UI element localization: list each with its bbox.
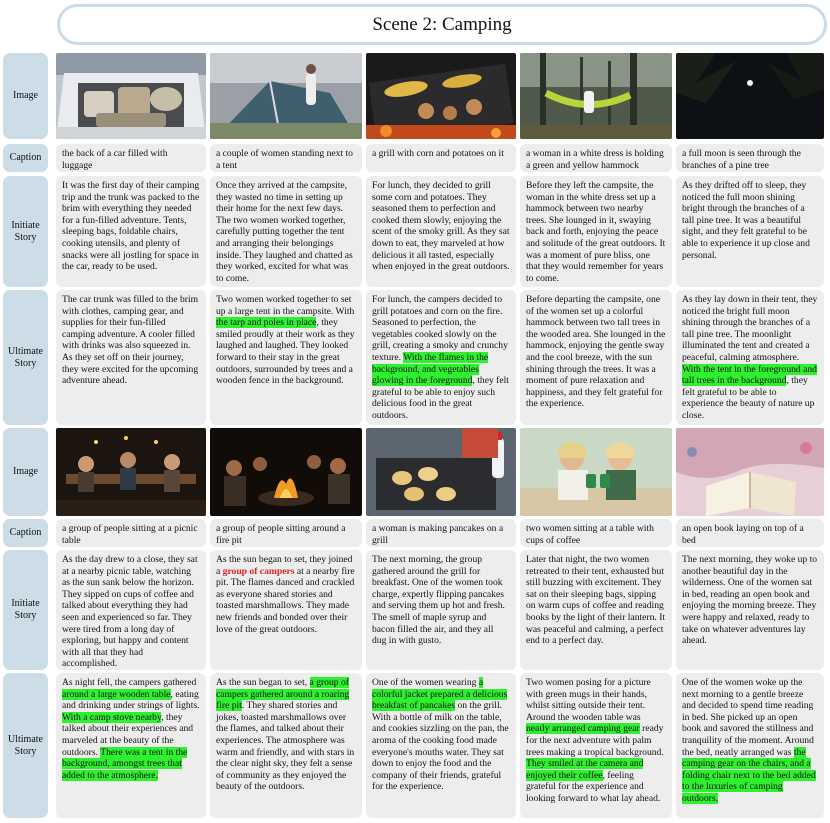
caption-text: a grill with corn and potatoes on it <box>366 144 516 172</box>
caption-text: an open book laying on top of a bed <box>676 519 824 547</box>
caption-text: a couple of women standing next to a tent <box>210 144 362 172</box>
flagged-phrase: group of campers <box>222 565 295 577</box>
ultimate-story-text: Two women posing for a picture with green mugs in their hands, whilst sitting outside their tent. Around the wooden table was neatly arranged camping gear ready for the next adventure with palm trees making a tropical background. They smiled at the camera and enjoyed their coffee, feeling grateful for the experience and looking forward to what lay ahead. <box>520 673 672 818</box>
ultimate-story-text: For lunch, the campers decided to grill potatoes and corn on the fire. Seasoned to perfection, the vegetables cooked slowly on the grill, creating a smoky and crunchy texture. With the flames in the background, and vegetables glowing in the foreground, they felt grateful to be able to enjoy such delicious food in the great outdoors. <box>366 290 516 425</box>
caption-text: the back of a car filled with luggage <box>56 144 206 172</box>
initiate-story-text: The next morning, the group gathered around the grill for breakfast. One of the women took charge, expertly flipping pancakes and serving them up hot and fresh. The smell of maple syrup and bacon filled the air, and they all dug in with gusto. <box>366 550 516 670</box>
ultimate-story-text: Two women worked together to set up a large tent in the campsite. With the tarp and poles in place, they smiled proudly at their work as they laughed and laughed. They looked forward to their stay in the great outdoors, surrounded by trees and a wooden fence in the background. <box>210 290 362 425</box>
ultimate-story-text: Before departing the campsite, one of the women set up a colorful hammock between two tall trees in the wooded area. She lounged in the hammock, enjoying the gentle sway and the cool breeze, with the sun shining through the trees. It was a moment of pure relaxation and happiness, and they felt grateful for the experience. <box>520 290 672 425</box>
initiate-story-text: Once they arrived at the campsite, they wasted no time in setting up their home for the next few days. The two women worked together, carefully putting together the tent and arranging their belongings inside. They laughed and chatted as they worked, excited for what was to come. <box>210 176 362 287</box>
caption-text: a group of people sitting around a fire pit <box>210 519 362 547</box>
initiate-story-text: Later that night, the two women retreated to their tent, exhausted but still buzzing with excitement. They sat on their sleeping bags, sipping on warm cups of coffee and reading books by the light of their lantern. It was peaceful and calming, a perfect end to a perfect day. <box>520 550 672 670</box>
initiate-story-text: The next morning, they woke up to another beautiful day in the wilderness. One of the women sat in bed, reading an open book and enjoying the morning breeze. They were happy and relaxed, ready to take on whatever adventures lay ahead. <box>676 550 824 670</box>
photo-moon-pine-tree <box>676 53 824 139</box>
initiate-story-text: As the day drew to a close, they sat at a nearby picnic table, watching as the sun sank below the horizon. They sipped on cups of coffee and talked about everything they had seen and experienced so far. They were tired from a long day of exploring, but happy and content with all that they had accomplished. <box>56 550 206 670</box>
caption-text: a woman is making pancakes on a grill <box>366 519 516 547</box>
row-label-image: Image <box>3 53 48 139</box>
initiate-story-text: As they drifted off to sleep, they noticed the full moon shining bright through the branches of a tall pine tree. It was a beautiful sight, and they felt grateful to be able to experience it up close and personal. <box>676 176 824 287</box>
photo-hammock-woods <box>520 53 672 139</box>
highlighted-phrase: With the tent in the foreground and tall trees in the background <box>682 363 817 387</box>
row-label-initiate-story: Initiate Story <box>3 176 48 287</box>
highlighted-phrase: With the flames in the background, and vegetables glowing in the foreground <box>372 351 489 387</box>
highlighted-phrase: a colorful jacket prepared a delicious breakfast of pancakes <box>372 677 508 712</box>
row-label-initiate-story: Initiate Story <box>3 550 48 670</box>
photo-grill-corn-potatoes <box>366 53 516 139</box>
row-label-ultimate-story: Ultimate Story <box>3 673 48 818</box>
highlighted-phrase: the camping gear on the chairs, and a folding chair next to the bed added to the luxuries of camping outdoors. <box>682 746 816 804</box>
ultimate-story-text: The car trunk was filled to the brim with clothes, camping gear, and supplies for their fun-filled camping adventure. A cooler filled with drinks was also squeezed in. As they set off on their journey, they were excited for the upcoming adventure ahead. <box>56 290 206 425</box>
ultimate-story-text: One of the women wearing a colorful jacket prepared a delicious breakfast of pancakes on the grill. With a bottle of milk on the table, and cookies sizzling on the pan, the aroma of the cooking food made everyone's mouths water. They sat down to enjoy the food and the company of their friends, grateful for the experience. <box>366 673 516 818</box>
highlighted-phrase: a group of campers gathered around a roaring fire pit <box>216 677 350 712</box>
photo-open-book-bed <box>676 428 824 516</box>
highlighted-phrase: With a camp stove nearby <box>62 711 162 723</box>
ultimate-story-text: One of the women woke up the next morning to a gentle breeze and decided to spend time reading in bed. She picked up an open book and savored the stillness and tranquility of the moment. Around the bed, neatly arranged was the camping gear on the chairs, and a folding chair next to the bed added to the luxuries of camping outdoors. <box>676 673 824 818</box>
row-label-caption: Caption <box>3 144 48 172</box>
ultimate-story-text: As they lay down in their tent, they noticed the bright full moon shining through the branches of a tall pine tree. The moonlight illuminated the tent and created a peaceful, calming atmosphere. With the tent in the foreground and tall trees in the background, they felt grateful to be able to experience the beauty of nature up close. <box>676 290 824 425</box>
photo-women-tent <box>210 53 362 139</box>
ultimate-story-text: As the sun began to set, a group of campers gathered around a roaring fire pit. They shared stories and jokes, toasted marshmallows over the flames, and talked about their experiences. The atmosphere was warm and friendly, and with stars in the clear night sky, they felt a sense of community as they enjoyed the beauty of the outdoors. <box>210 673 362 818</box>
highlighted-phrase: around a large wooden table <box>62 688 171 700</box>
caption-text: a group of people sitting at a picnic table <box>56 519 206 547</box>
caption-text: two women sitting at a table with cups of coffee <box>520 519 672 547</box>
photo-pancakes-grill <box>366 428 516 516</box>
highlighted-phrase: neatly arranged camping gear <box>526 723 640 735</box>
highlighted-phrase: the tarp and poles in place <box>216 317 317 329</box>
highlighted-phrase: They smiled at the camera and enjoyed their coffee <box>526 758 644 781</box>
photo-picnic-table-night <box>56 428 206 516</box>
initiate-story-text: For lunch, they decided to grill some corn and potatoes. They seasoned them to perfection and cooked them slowly, enjoying the scent of the smoky grill. As they sat down to eat, they marveled at how delicious it all tasted, especially when enjoyed in the great outdoors. <box>366 176 516 287</box>
initiate-story-text: Before they left the campsite, the woman in the white dress set up a hammock between two nearby trees. She lounged in it, swaying back and forth, enjoying the peace and solitude of the great outdoors. It was a moment of pure bliss, one that they would remember for years to come. <box>520 176 672 287</box>
row-label-caption: Caption <box>3 519 48 547</box>
photo-car-trunk-luggage <box>56 53 206 139</box>
ultimate-story-text: As night fell, the campers gathered around a large wooden table, eating and drinking under strings of lights. With a camp stove nearby, they talked about their experiences and marveled at the beauty of the outdoors. There was a tent in the background, amongst trees that added to the atmosphere. <box>56 673 206 818</box>
row-label-ultimate-story: Ultimate Story <box>3 290 48 425</box>
initiate-story-text: It was the first day of their camping trip and the trunk was packed to the brim with everything they needed for a fun-filled adventure. Tents, sleeping bags, foldable chairs, cooking utensils, and plenty of snacks were all jostling for space in the car, ready to be used. <box>56 176 206 287</box>
photo-women-coffee-mugs <box>520 428 672 516</box>
row-label-image: Image <box>3 428 48 516</box>
initiate-story-text: As the sun began to set, they joined a group of campers at a nearby fire pit. The flames danced and crackled as everyone shared stories and toasted marshmallows. They made new friends and bonded over their love of the great outdoors. <box>210 550 362 670</box>
photo-fire-pit-group <box>210 428 362 516</box>
caption-text: a full moon is seen through the branches of a pine tree <box>676 144 824 172</box>
scene-title: Scene 2: Camping <box>57 4 827 45</box>
highlighted-phrase: There was a tent in the background, amongst trees that added to the atmosphere. <box>62 746 188 781</box>
caption-text: a woman in a white dress is holding a green and yellow hammock <box>520 144 672 172</box>
